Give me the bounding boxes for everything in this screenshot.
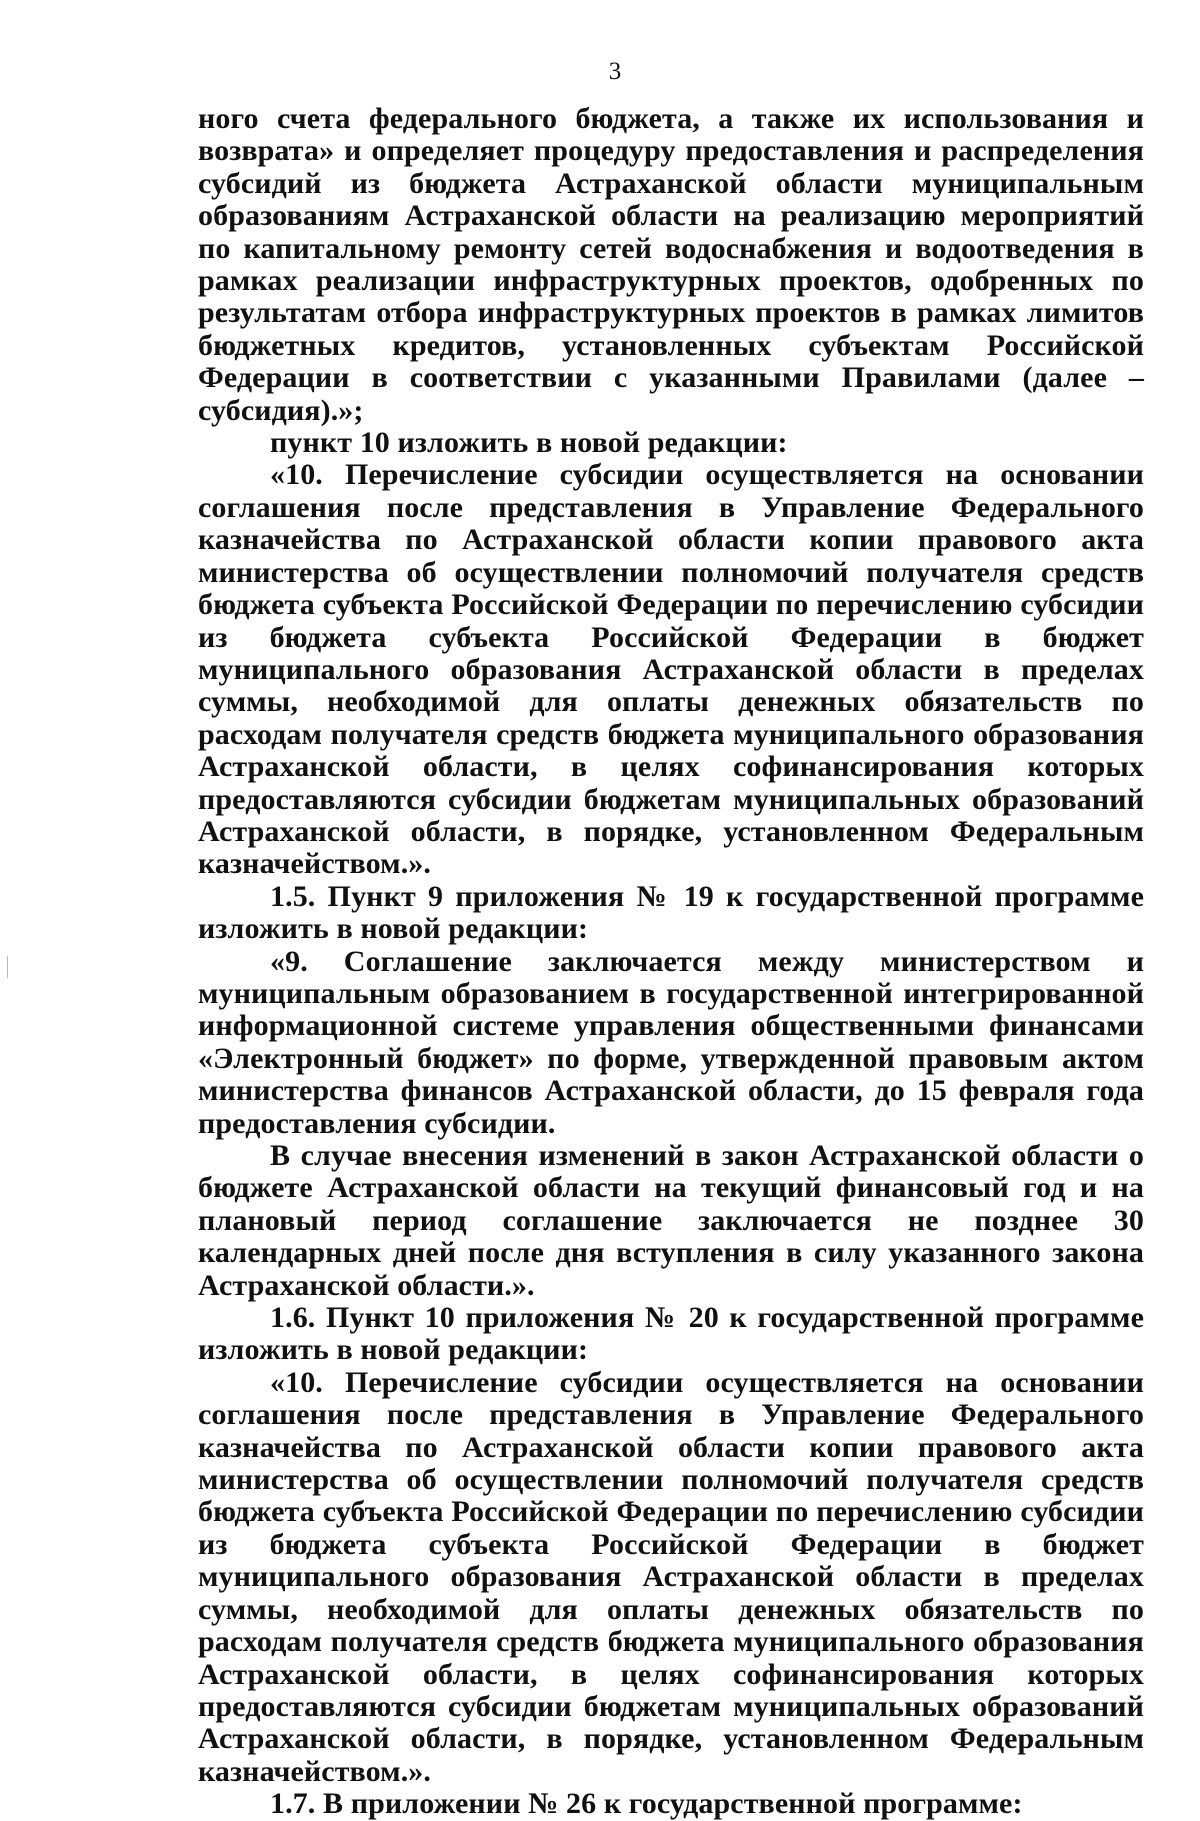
page-number: 3 (608, 58, 622, 85)
paragraph-amend-point-10: пункт 10 изложить в новой редакции: (270, 426, 788, 460)
paragraph-point-9-text: «9. Соглашение заключается между министерством и муниципальным образованием в государственной интегрированной информационной системе управления общественными финансами «Электронный бюджет» по форме, утвержденной правовым актом министерства финансов Астраханской области, до 15 февраля года предоставления субсидии. (198, 944, 1144, 1140)
paragraph-item-1-7: 1.7. В приложении № 26 к государственной программе: (270, 1787, 1023, 1821)
paragraph-item-1-6: 1.6. Пункт 10 приложения № 20 к государственной программе изложить в новой редакции: (198, 1301, 1144, 1367)
paragraph-budget-change: В случае внесения изменений в закон Астраханской области о бюджете Астраханской области на текущий финансовый год и на плановый период соглашение заключается не позднее 30 календарных дней после дня вступления в силу указанного закона Астраханской области.». (198, 1139, 1144, 1302)
paragraph-continuation: ного счета федерального бюджета, а также их использования и возврата» и определяет процедуру предоставления и распределения субсидий из бюджета Астраханской области муниципальным образованиям Астраханской области на реализацию мероприятий по капитальному ремонту сетей водоснабжения и водоотведения в рамках реализации инфраструктурных проектов, одобренных по результатам отбора инфраструктурных проектов в рамках лимитов бюджетных кредитов, установленных субъектам Российской Федерации в соответствии с указанными Правилами (далее – субсидия).»; (198, 102, 1144, 427)
scan-edge-mark (7, 956, 8, 978)
paragraph-item-1-5: 1.5. Пункт 9 приложения № 19 к государственной программе изложить в новой редакции: (198, 879, 1144, 946)
paragraph-point-10-text: «10. Перечисление субсидии осуществляется на основании соглашения после представления в Управление Федерального казначейства по Астраханской области копии правового акта министерства об осуществлении полномочий получателя средств бюджета субъекта Российской Федерации по перечислению субсидии из бюджета субъекта Российской Федерации в бюджет муниципального образования Астраханской области в пределах суммы, необходимой для оплаты денежных обязательств по расходам получателя средств бюджета муниципального образования Астраханской области, в целях софинансирования которых предоставляются субсидии бюджетам муниципальных образований Астраханской области, в порядке, установленном Федеральным казначейством.». (198, 458, 1144, 881)
paragraph-point-10-text-2: «10. Перечисление субсидии осуществляется на основании соглашения после представления в Управление Федерального казначейства по Астраханской области копии правового акта министерства об осуществлении полномочий получателя средств бюджета субъекта Российской Федерации по перечислению субсидии из бюджета субъекта Российской Федерации в бюджет муниципального образования Астраханской области в пределах суммы, необходимой для оплаты денежных обязательств по расходам получателя средств бюджета муниципального образования Астраханской области, в целях софинансирования которых предоставляются субсидии бюджетам муниципальных образований Астраханской области, в порядке, установленном Федеральным казначейством.». (198, 1365, 1144, 1788)
document-body (198, 103, 1144, 1821)
